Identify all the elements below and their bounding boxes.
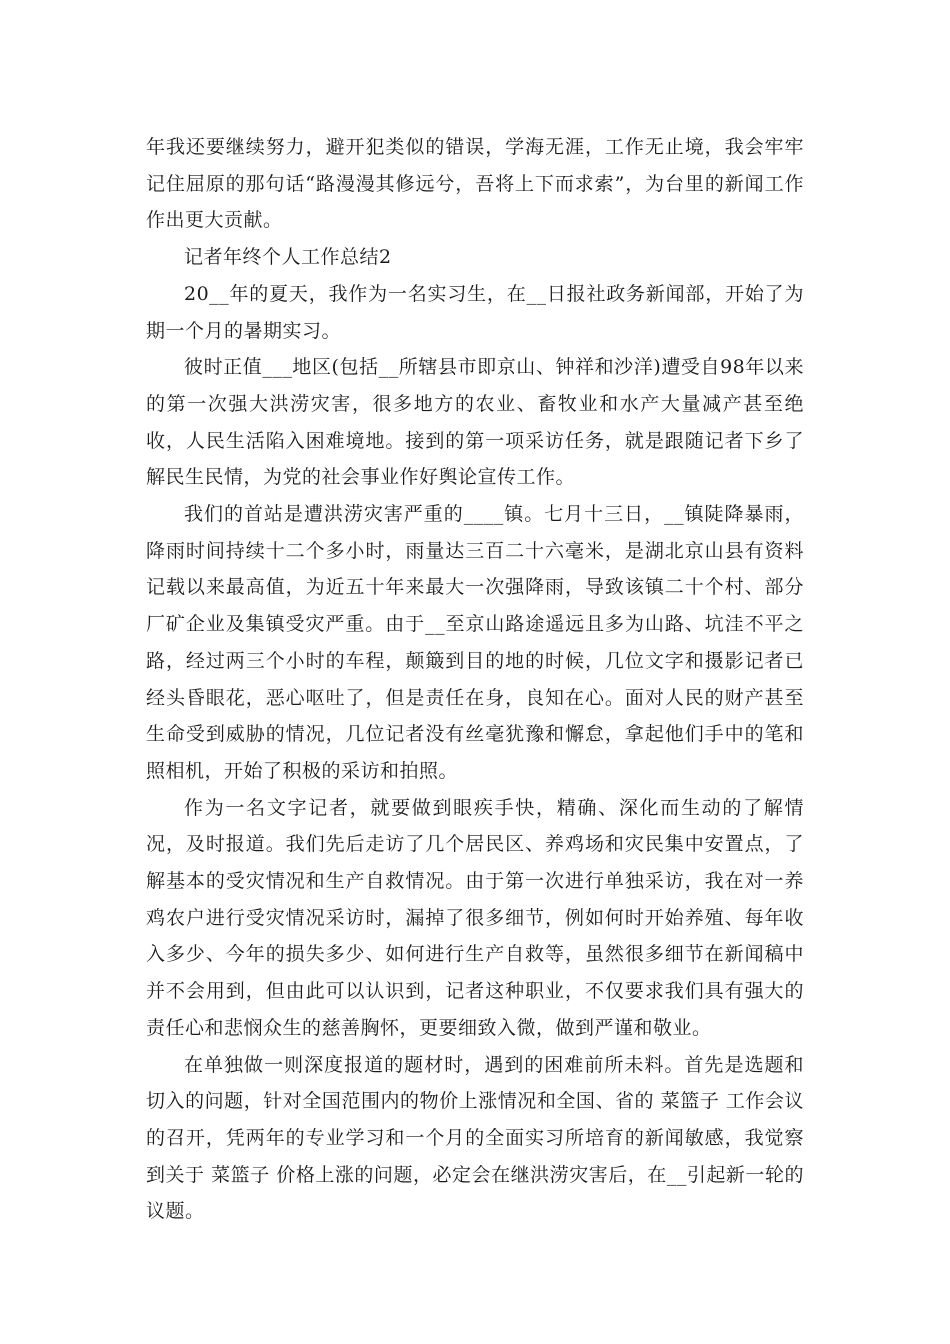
section-heading: 记者年终个人工作总结2: [184, 246, 392, 269]
paragraph: 年我还要继续努力，避开犯类似的错误，学海无涯，工作无止境，我会牢牢记住屈原的那句话“路漫漫其修远兮，吾将上下而求索”，为台里的新闻工作作出更大贡献。: [146, 136, 804, 232]
paragraph: 20__年的夏天，我作为一名实习生，在__日报社政务新闻部，开始了为期一个月的暑期实习。: [146, 282, 804, 342]
paragraph: 在单独做一则深度报道的题材时，遇到的困难前所未料。首先是选题和切入的问题，针对全国范围内的物价上涨情况和全国、省的 菜篮子 工作会议的召开，凭两年的专业学习和一个月的全面实习所培育的新闻敏感，我觉察到关于 菜篮子 价格上涨的问题，必定会在继洪涝灾害后，在__引起新一轮的议题。: [146, 1053, 804, 1223]
paragraph: 彼时正值___地区(包括__所辖县市即京山、钟祥和沙洋)遭受自98年以来的第一次强大洪涝灾害，很多地方的农业、畜牧业和水产大量减产甚至绝收，人民生活陷入困难境地。接到的第一项采访任务，就是跟随记者下乡了解民生民情，为党的社会事业作好舆论宣传工作。: [146, 356, 804, 489]
paragraph: 我们的首站是遭洪涝灾害严重的____镇。七月十三日，__镇陡降暴雨，降雨时间持续十二个多小时，雨量达三百二十六毫米，是湖北京山县有资料记载以来最高值，为近五十年来最大一次强降雨，导致该镇二十个村、部分厂矿企业及集镇受灾严重。由于__至京山路途遥远且多为山路、坑洼不平之路，经过两三个小时的车程，颠簸到目的地的时候，几位文字和摄影记者已经头昏眼花，恶心呕吐了，但是责任在身，良知在心。面对人民的财产甚至生命受到威胁的情况，几位记者没有丝毫犹豫和懈怠，拿起他们手中的笔和照相机，开始了积极的采访和拍照。: [146, 503, 804, 782]
document-body: [146, 129, 804, 1230]
paragraph: 作为一名文字记者，就要做到眼疾手快，精确、深化而生动的了解情况，及时报道。我们先后走访了几个居民区、养鸡场和灾民集中安置点，了解基本的受灾情况和生产自救情况。由于第一次进行单独采访，我在对一养鸡农户进行受灾情况采访时，漏掉了很多细节，例如何时开始养殖、每年收入多少、今年的损失多少、如何进行生产自救等，虽然很多细节在新闻稿中并不会用到，但由此可以认识到，记者这种职业，不仅要求我们具有强大的责任心和悲悯众生的慈善胸怀，更要细致入微，做到严谨和敬业。: [146, 796, 804, 1039]
